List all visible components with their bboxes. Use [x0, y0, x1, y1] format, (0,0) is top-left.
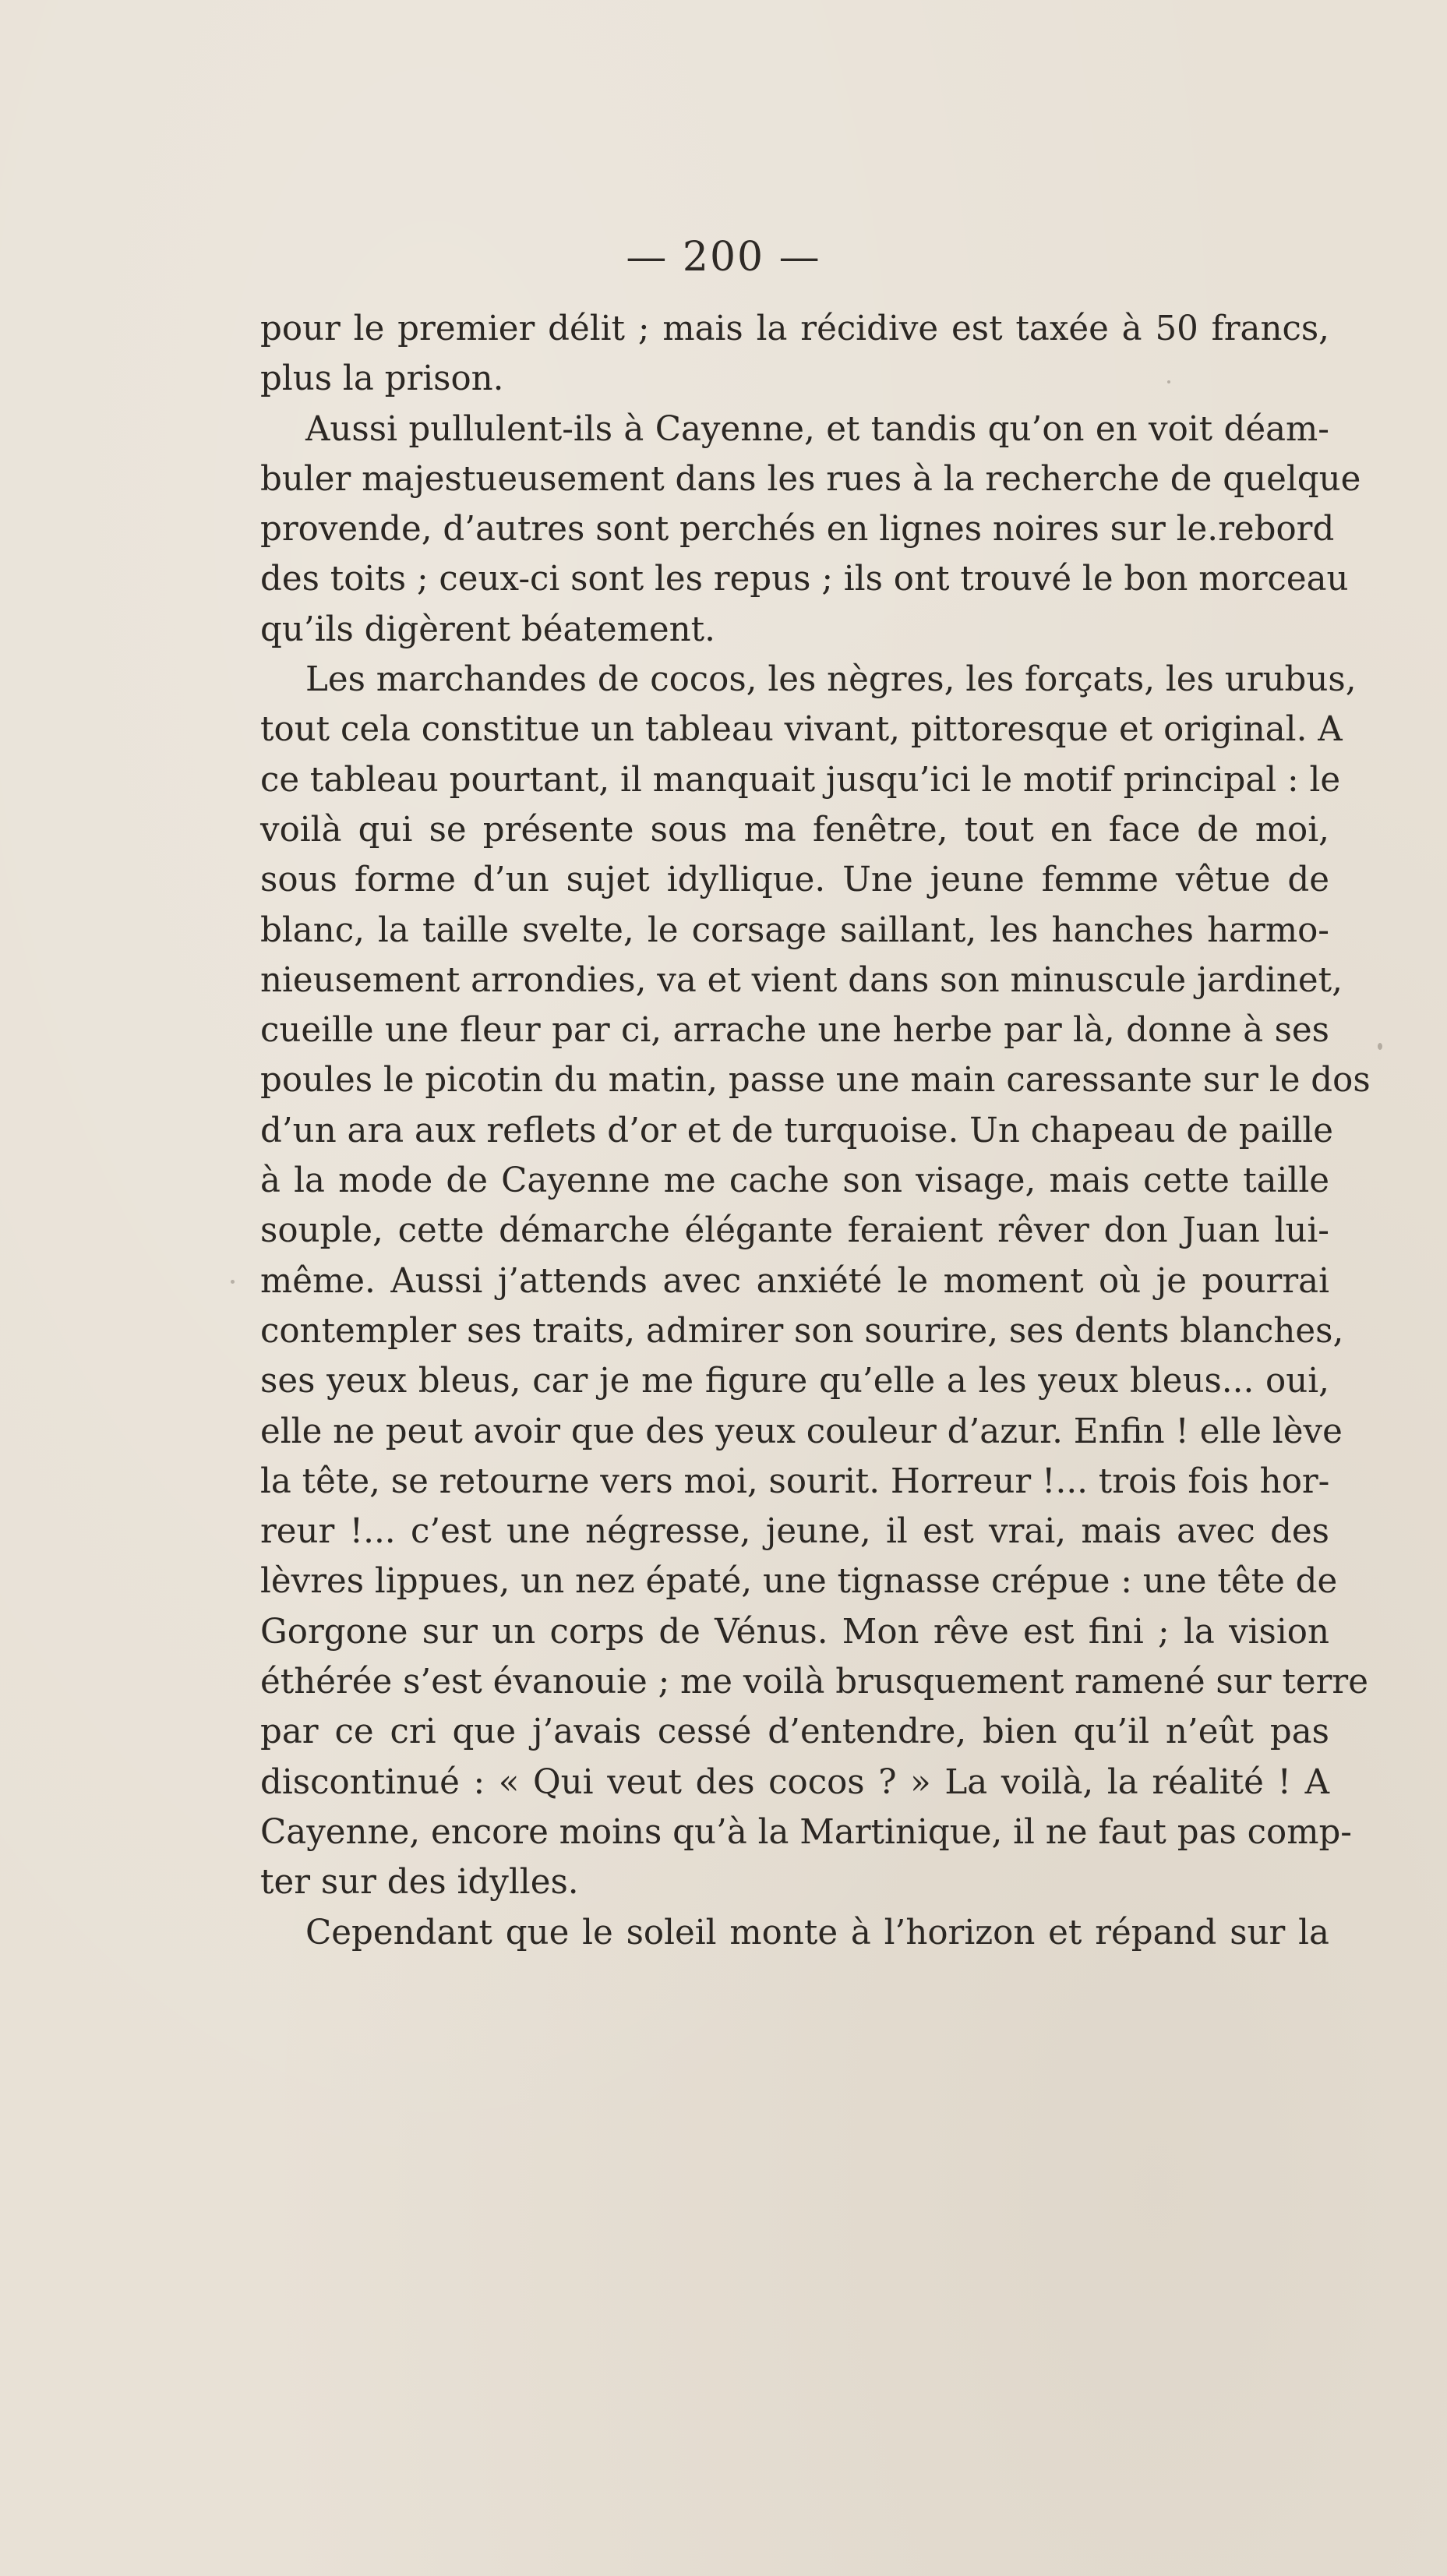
- text-line: même. Aussi j’attends avec anxiété le moment où je pourrai: [260, 1261, 1329, 1301]
- text-line: plus la prison.: [260, 359, 504, 399]
- text-line: d’un ara aux reflets d’or et de turquoise. Un chapeau de paille: [260, 1111, 1334, 1150]
- text-line: sous forme d’un sujet idyllique. Une jeune femme vêtue de: [260, 860, 1329, 900]
- text-line: pour le premier délit ; mais la récidive est taxée à 50 francs,: [260, 309, 1329, 348]
- text-line: souple, cette démarche élégante feraient rêver don Juan lui-: [260, 1211, 1329, 1251]
- text-line: par ce cri que j’avais cessé d’entendre, bien qu’il n’eût pas: [260, 1712, 1329, 1752]
- text-line: Cependant que le soleil monte à l’horizon et répand sur la: [305, 1913, 1329, 1952]
- paper-speck: [231, 1280, 235, 1284]
- body-text: [260, 304, 1371, 1958]
- text-line: des toits ; ceux-ci sont les repus ; ils ont trouvé le bon morceau: [260, 560, 1349, 599]
- text-line: ses yeux bleus, car je me figure qu’elle a les yeux bleus... oui,: [260, 1362, 1329, 1401]
- text-line: cueille une fleur par ci, arrache une herbe par là, donne à ses: [260, 1011, 1329, 1051]
- text-line: éthérée s’est évanouie ; me voilà brusquement ramené sur terre: [260, 1663, 1368, 1702]
- text-line: elle ne peut avoir que des yeux couleur d’azur. Enfin ! elle lève: [260, 1412, 1343, 1451]
- paper-speck: [1167, 380, 1170, 383]
- text-line: lèvres lippues, un nez épaté, une tignasse crépue : une tête de: [260, 1562, 1338, 1602]
- page-number: — 200 —: [626, 234, 821, 281]
- text-line: poules le picotin du matin, passe une main caressante sur le dos: [260, 1061, 1371, 1101]
- text-line: nieusement arrondies, va et vient dans son minuscule jardinet,: [260, 960, 1343, 1000]
- text-line: Gorgone sur un corps de Vénus. Mon rêve est fini ; la vision: [260, 1612, 1329, 1652]
- text-line: Cayenne, encore moins qu’à la Martinique, il ne faut pas comp-: [260, 1812, 1353, 1852]
- text-line: ter sur des idylles.: [260, 1863, 579, 1903]
- text-line: buler majestueusement dans les rues à la recherche de quelque: [260, 459, 1361, 499]
- text-line: la tête, se retourne vers moi, sourit. Horreur !... trois fois hor-: [260, 1461, 1330, 1501]
- text-line: à la mode de Cayenne me cache son visage, mais cette taille: [260, 1161, 1329, 1201]
- text-line: Aussi pullulent-ils à Cayenne, et tandis qu’on en voit déam-: [305, 409, 1329, 449]
- text-line: Les marchandes de cocos, les nègres, les forçats, les urubus,: [305, 660, 1357, 700]
- text-line: qu’ils digèrent béatement.: [260, 610, 715, 649]
- text-line: voilà qui se présente sous ma fenêtre, tout en face de moi,: [260, 810, 1329, 850]
- text-line: tout cela constitue un tableau vivant, pittoresque et original. A: [260, 710, 1343, 750]
- text-line: discontinué : « Qui veut des cocos ? » La voilà, la réalité ! A: [260, 1762, 1329, 1802]
- text-line: provende, d’autres sont perchés en lignes noires sur le.rebord: [260, 510, 1335, 549]
- text-line: ce tableau pourtant, il manquait jusqu’ici le motif principal : le: [260, 760, 1341, 800]
- paper-speck: [1378, 1043, 1382, 1050]
- text-line: reur !... c’est une négresse, jeune, il est vrai, mais avec des: [260, 1512, 1329, 1552]
- text-line: contempler ses traits, admirer son sourire, ses dents blanches,: [260, 1311, 1344, 1351]
- text-line: blanc, la taille svelte, le corsage saillant, les hanches harmo-: [260, 910, 1329, 950]
